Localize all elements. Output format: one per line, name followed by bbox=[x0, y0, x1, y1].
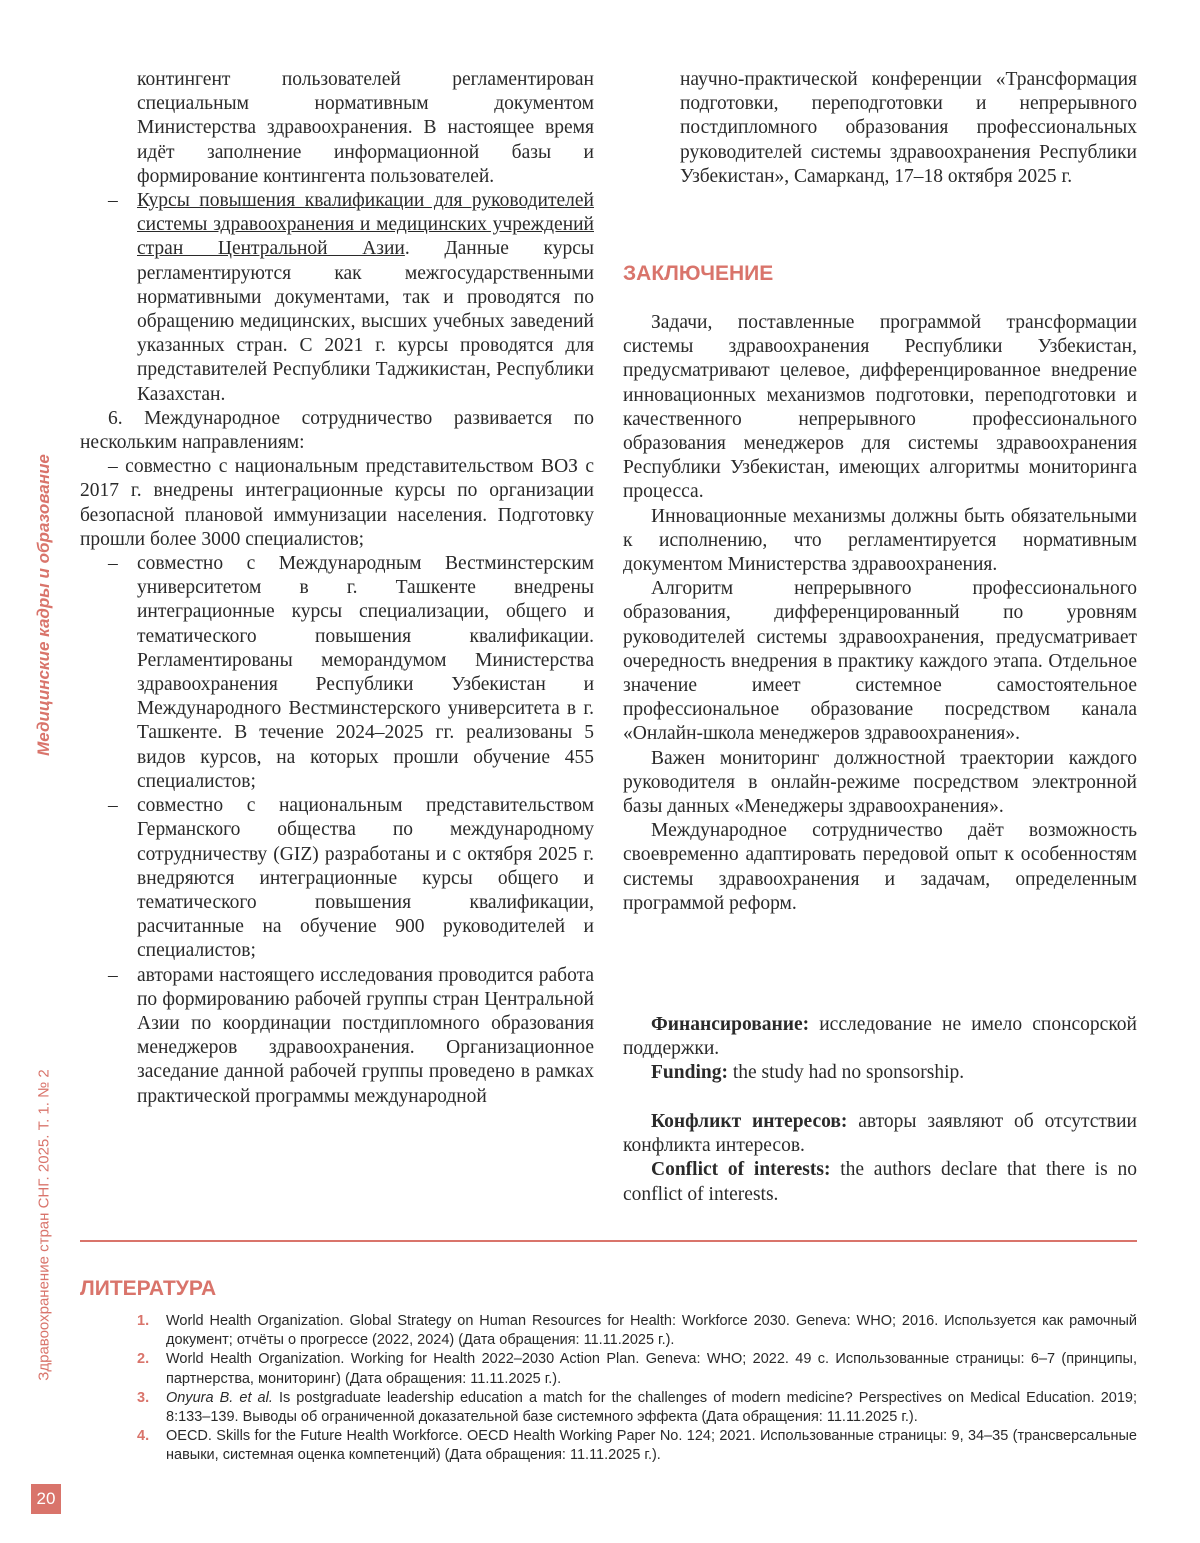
conflict-en: Conflict of interests: the authors declare that there is no conflict of interests. bbox=[623, 1159, 1137, 1205]
funding-block bbox=[623, 1013, 1137, 1086]
paragraph: контингент пользователей регламентирован специальным нормативным документом Министерства здравоохранения. В настоящее время идёт заполнение информационной базы и формирование контингента пользователей. bbox=[137, 69, 594, 187]
list-item: – совместно с национальным представительством ВОЗ с 2017 г. внедрены интеграционные курсы по организации безопасной плановой иммунизации населения. Подготовку прошли более 3000 специалистов; bbox=[80, 456, 594, 550]
paragraph: 6. Международное сотрудничество развивается по нескольким направлениям: bbox=[80, 407, 594, 454]
references-title: ЛИТЕРАТУРА bbox=[80, 1277, 217, 1300]
list-item: – совместно с Международным Вестминстерским университетом в г. Ташкенте внедрены интеграционные курсы специализации, общего и тематического повышения квалификации. Регламентированы меморандумом Министерства здравоохранения Республики Узбекистан и Международного Вестминстерского университета в г. Ташкенте. В течение 2024–2025 гг. реализованы 5 видов курсов, на которых прошли обучение 455 специалистов; bbox=[108, 553, 594, 792]
reference-item: 1. World Health Organization. Global Strategy on Human Resources for Health: Workforce 2030. Geneva: WHO; 2016. Используется как рамочный документ; отчёты о прогрессе (2022, 2024) (Дата обращения: 11.11.2025 г.). bbox=[137, 1313, 1137, 1349]
paragraph: научно-практической конференции «Трансформация подготовки, переподготовки и непрерывного постдипломного образования профессиональных руководителей системы здравоохранения Республики Узбекистан», Самарканд, 17–18 октября 2025 г. bbox=[680, 69, 1137, 187]
conclusion-section bbox=[623, 262, 1137, 286]
course-title-link[interactable]: Курсы повышения квалификации для руководителей системы здравоохранения и медицинских учреждений стран Центральной Азии bbox=[137, 190, 594, 260]
funding-en: Funding: the study had no sponsorship. bbox=[651, 1062, 965, 1084]
references-list bbox=[80, 1312, 1137, 1466]
reference-item: 3. Onyura B. et al. Is postgraduate leadership education a match for the challenges of modern medicine? Perspectives on Medical Education. 2019; 8:133–139. Выводы об ограниченной доказательной базе системного эффекта (Дата обращения: 11.11.2025 г.). bbox=[137, 1389, 1137, 1426]
conflict-ru: Конфликт интересов: авторы заявляют об отсутствии конфликта интересов. bbox=[623, 1111, 1137, 1157]
page-number: 20 bbox=[31, 1484, 61, 1514]
journal-info-label: Здравоохранение стран СНГ. 2025. Т. 1. № 2 bbox=[35, 1069, 53, 1381]
journal-section-label: Медицинские кадры и образование bbox=[34, 454, 53, 756]
reference-item: 2. World Health Organization. Working for Health 2022–2030 Action Plan. Geneva: WHO; 2022. 49 с. Использованные страницы: 6–7 (принципы, партнерства, мониторинг) (Дата обращения: 11.11.2025 г.). bbox=[137, 1351, 1137, 1387]
paragraph: Международное сотрудничество даёт возможность своевременно адаптировать передовой опыт к особенностям системы здравоохранения и задачам, определенным программой реформ. bbox=[623, 820, 1137, 914]
section-divider bbox=[80, 1240, 1137, 1242]
conflict-block bbox=[623, 1110, 1137, 1207]
paragraph: Инновационные механизмы должны быть обязательными к исполнению, что регламентируется нормативным документом Министерства здравоохранения. bbox=[623, 505, 1137, 576]
funding-ru: Финансирование: исследование не имело спонсорской поддержки. bbox=[623, 1014, 1137, 1060]
conclusion-body bbox=[623, 311, 1137, 916]
right-column-continuation bbox=[623, 68, 1137, 189]
list-item: – авторами настоящего исследования проводится работа по формированию рабочей группы стран Центральной Азии по координации постдипломного образования менеджеров здравоохранения. Организационное заседание данной рабочей группы проведено в рамках практической программы международной bbox=[108, 964, 594, 1107]
paragraph: Алгоритм непрерывного профессионального образования, дифференцированный по уровням руководителей системы здравоохранения, предусматривает очередность внедрения в практику каждого этапа. Отдельное значение имеет системное самостоятельное профессиональное образование посредством канала «Онлайн-школа менеджеров здравоохранения». bbox=[623, 578, 1137, 745]
paragraph: Важен мониторинг должностной траектории каждого руководителя в онлайн-режиме посредством электронной базы данных «Менеджеры здравоохранения». bbox=[623, 747, 1137, 818]
left-column bbox=[80, 68, 594, 1109]
list-item: – Курсы повышения квалификации для руководителей системы здравоохранения и медицинских учреждений стран Центральной Азии. Данные курсы регламентируются как межгосударственными нормативными документами, так и проводятся по обращению медицинских, высших учебных заведений указанных стран. С 2021 г. курсы проводятся для представителей Республики Таджикистан, Республики Казахстан. bbox=[108, 190, 594, 405]
conclusion-title: ЗАКЛЮЧЕНИЕ bbox=[623, 262, 774, 285]
reference-item: 4. OECD. Skills for the Future Health Workforce. OECD Health Working Paper No. 124; 2021. Использованные страницы: 9, 34–35 (трансверсальные навыки, системная оценка компетенций) (Дата обращения: 11.11.2025 г.). bbox=[137, 1428, 1137, 1464]
paragraph: Задачи, поставленные программой трансформации системы здравоохранения Республики Узбекистан, предусматривают целевое, дифференцированное внедрение инновационных механизмов подготовки, переподготовки и качественного непрерывного профессионального образования менеджеров для системы здравоохранения Республики Узбекистан, имеющих алгоритмы мониторинга процесса. bbox=[623, 312, 1137, 503]
list-item: – совместно с национальным представительством Германского общества по международному сотрудничеству (GIZ) разработаны и с октября 2025 г. внедряются интеграционные курсы общего и тематического повышения квалификации, расчитанные на обучение 900 руководителей и специалистов; bbox=[108, 795, 594, 962]
